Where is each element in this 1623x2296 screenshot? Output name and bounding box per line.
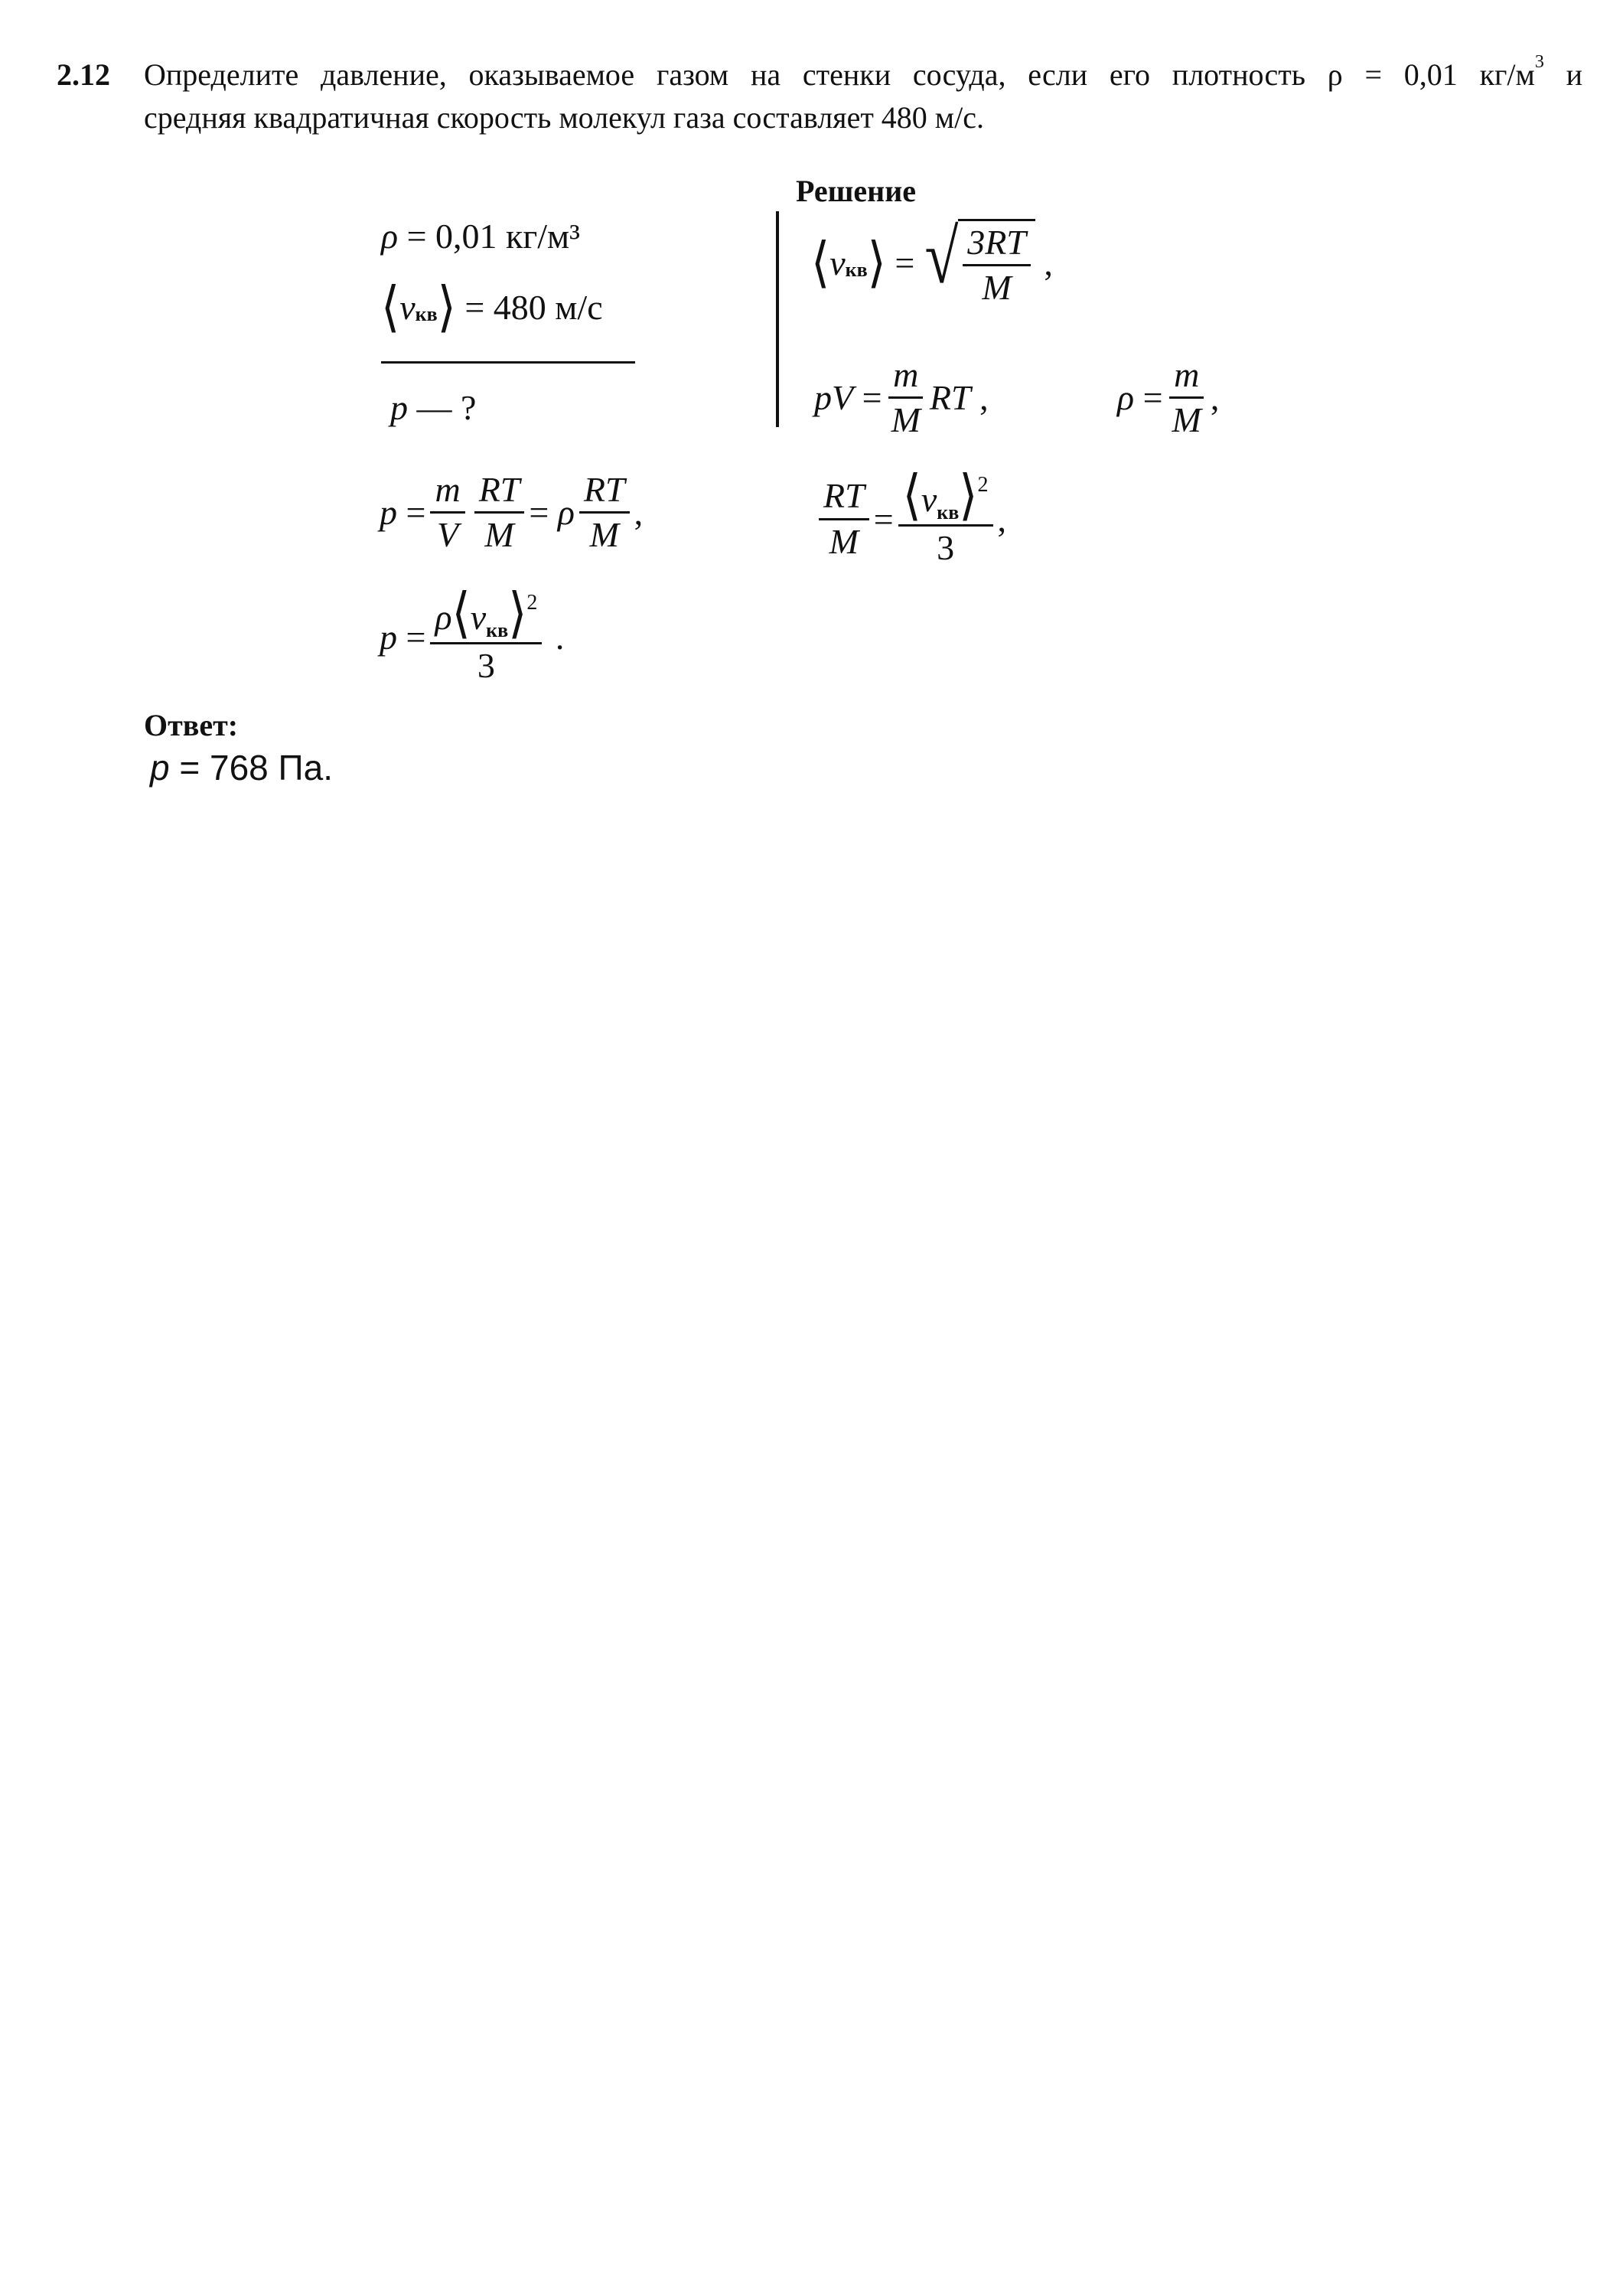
numerator: m [1169,357,1204,399]
equals-sign: = [406,617,426,657]
left-angle-bracket: ⟨ [902,465,921,527]
equals-sign: = [529,493,549,533]
rho-symbol: ρ [435,598,452,637]
denominator: 3 [477,646,495,686]
formula-density [1117,357,1219,439]
solution-title: Решение [796,174,917,208]
denominator: M [891,400,921,440]
given-divider-line [381,361,635,364]
right-angle-bracket: ⟩ [508,583,527,644]
subscript-kv: кв [415,303,438,325]
pv-term: pV [814,378,854,418]
comma: , [979,378,989,418]
rho-symbol: ρ [557,493,575,533]
equals-sign: = [873,499,894,539]
answer-symbol: p [150,748,170,788]
equals-sign: = [895,243,915,282]
answer-result: = 768 Па. [179,748,333,788]
exponent-2: 2 [977,473,989,497]
problem-text-main: Определите давление, оказываемое газом на стенки сосуда, если его плотность ρ = 0,01 кг/м [144,57,1535,92]
problem-text-tail: и [1543,57,1583,92]
fraction [430,471,464,554]
fraction [819,478,869,560]
fraction [1168,357,1206,439]
period: . [555,617,565,657]
subscript-kv: кв [845,259,868,282]
denominator: 3 [937,528,955,568]
fraction [474,471,525,554]
rho-symbol: ρ [1117,378,1135,418]
formula-ideal-gas [814,357,989,439]
formula-pressure-derivation [380,471,643,554]
velocity-value: = 480 м/с [464,287,603,327]
comma: , [997,499,1006,539]
p-symbol: p [380,617,397,657]
denominator: M [484,515,514,555]
formula-rms-velocity [811,214,1053,308]
denominator: V [437,515,459,555]
fraction [430,583,542,686]
v-symbol: v [470,598,487,637]
numerator: m [888,357,923,399]
numerator: RT [474,471,525,514]
numerator [898,465,993,527]
right-angle-bracket: ⟩ [437,278,456,338]
numerator: m [430,471,464,514]
find-symbol: p [390,388,408,427]
left-angle-bracket: ⟨ [811,233,830,294]
find-quantity [390,387,476,428]
fraction [887,357,925,439]
radicand [958,219,1035,307]
problem-number: 2.12 [57,57,110,92]
problem-text-line-1 [144,52,1583,93]
equals-sign: = [406,493,426,533]
subscript-kv: кв [486,619,509,641]
comma: , [634,493,644,533]
left-angle-bracket: ⟨ [451,583,471,644]
numerator: RT [819,478,869,520]
denominator: M [829,521,859,561]
given-velocity [381,278,603,338]
numerator: RT [579,471,630,514]
v-symbol: v [829,243,846,282]
answer-title: Ответ: [144,708,239,742]
radical-icon: √ [924,214,959,299]
exponent-2: 2 [526,591,538,615]
find-question: — ? [416,388,477,427]
square-root [921,214,1035,308]
numerator [430,583,542,644]
comma: , [1210,378,1220,418]
fraction [963,224,1031,307]
denominator: M [982,268,1012,308]
problem-text-line-2: средняя квадратичная скорость молекул газа составляет 480 м/с. [144,100,984,135]
denominator: M [589,515,619,555]
equals-sign: = [862,378,882,418]
fraction [579,471,630,554]
subscript-kv: кв [937,501,960,523]
p-symbol: p [380,493,397,533]
rho-symbol: ρ [381,217,399,256]
numerator: 3RT [963,224,1031,266]
fraction [898,465,993,568]
density-value: = 0,01 кг/м³ [406,217,580,256]
superscript-3: 3 [1534,52,1544,72]
v-symbol: v [921,480,937,519]
rt-term: RT [929,378,971,418]
comma: , [1044,243,1053,282]
given-density [381,216,580,256]
right-angle-bracket: ⟩ [867,233,886,294]
equals-sign: = [1142,378,1163,418]
v-symbol: v [399,287,416,327]
denominator: M [1172,400,1201,440]
formula-pressure-final [380,583,565,686]
answer-value [150,747,333,788]
vertical-divider-line [776,211,779,427]
formula-rt-over-m [814,465,1006,568]
right-angle-bracket: ⟩ [959,465,978,527]
left-angle-bracket: ⟨ [381,278,400,338]
